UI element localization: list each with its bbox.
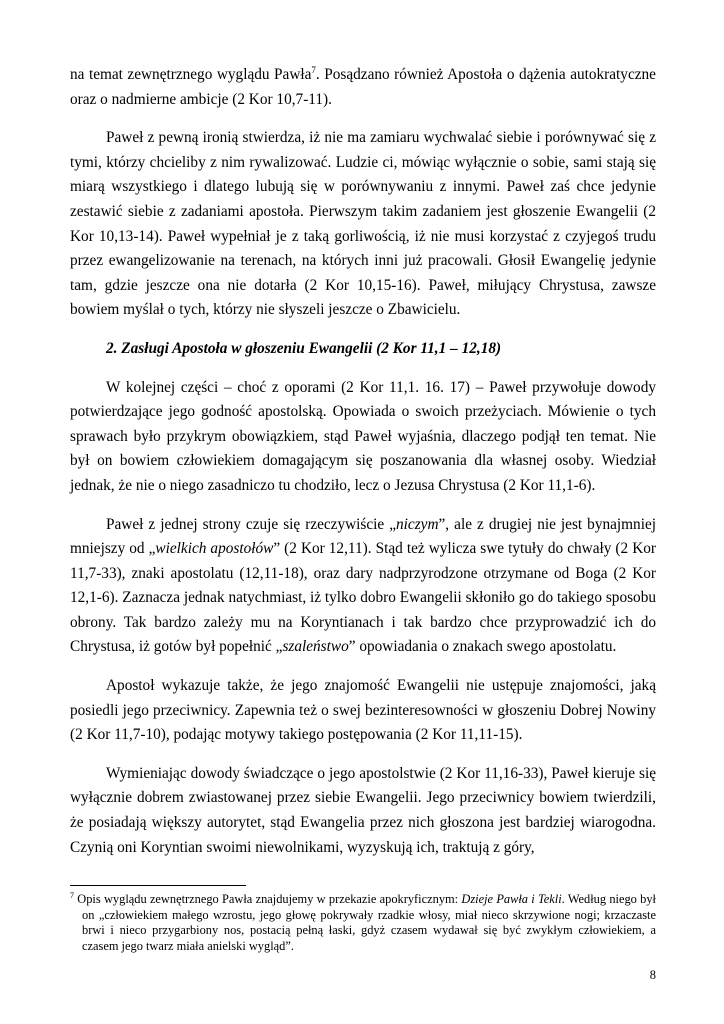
text-run: Opis wyglądu zewnętrznego Pawła znajdujemy w przekazie apokryficznym: (74, 892, 462, 906)
text-run: ” opowiadania o znakach swego apostolatu. (348, 638, 617, 656)
paragraph-1 (70, 63, 656, 112)
italic-text: wielkich apostołów (155, 540, 274, 558)
text-run: ”, ale z drugiej nie jest bynajmniej mniejszy od „ (70, 515, 656, 558)
text-run: na temat zewnętrznego wyglądu Pawła (70, 66, 312, 83)
italic-text: niczym (396, 515, 439, 533)
section-heading: 2. Zasługi Apostoła w głoszeniu Ewangelii (2 Kor 11,1 – 12,18) (106, 339, 502, 357)
body-text (70, 63, 656, 860)
footnote-ref: 7 (70, 890, 74, 900)
text-run: ” (2 Kor 12,11). Stąd też wylicza swe tytuły do chwały (2 Kor 11,7-33), znaki apostolatu (12,11-18), oraz dary nadprzyrodzone otrzymane od Boga (2 Kor 12,1-6). Zaznacza jednak natychmiast, iż tylko dobro Ewangelii skłoniło go do takiego sposobu obrony. Tak bardzo zależy mu na Koryntianach i tak bardzo chce przyprowadzić ich do Chrystusa, iż gotów był popełnić „ (70, 540, 656, 656)
text-run: Wymieniając dowody świadczące o jego apostolstwie (2 Kor 11,16-33), Paweł kieruje się wyłącznie dobrem zwiastowanej przez siebie Ewangelii. Jego przeciwnicy bowiem twierdzili, że posiadają większy autorytet, stąd Ewangelia przez nich głoszona jest bardziej wiarogodna. Czynią oni Koryntian swoimi niewolnikami, wyzyskują ich, traktują z góry, (70, 764, 656, 856)
footnote-separator (70, 885, 246, 886)
paragraph-5 (70, 674, 656, 748)
italic-text: Dzieje Pawła i Tekli (461, 892, 562, 906)
paragraph-2 (70, 126, 656, 323)
text-run: Paweł z jednej strony czuje się rzeczywiście „ (106, 515, 397, 533)
text-run: W kolejnej części – choć z oporami (2 Kor 11,1. 16. 17) – Paweł przywołuje dowody potwierdzające jego godność apostolską. Opowiada o swoich przeżyciach. Mówienie o tych sprawach było przykrym obowiązkiem, stąd Paweł wyjaśnia, dlaczego podjął ten temat. Nie był on bowiem człowiekiem domagającym się poszanowania dla własnej osoby. Wiedział jednak, że nie o niego zasadniczo tu chodziło, lecz o Jezusa Chrystusa (2 Kor 11,1-6). (70, 378, 656, 494)
footnote (70, 892, 656, 954)
text-run: . Posądzano również Apostoła o dążenia autokratyczne oraz o nadmierne ambicje (2 Kor 10,7-11). (70, 66, 656, 108)
paragraph-3 (70, 376, 656, 499)
text-run: . Według niego był on „człowiekiem małego wzrostu, jego głowę pokrywały rzadkie włosy, miał nieco skrzywione nogi; krzaczaste brwi i nieco przygarbiony nos, postacią pełną łaski, gdyż czasem wydawał się być zwykłym człowiekiem, a czasem jego twarz miała anielski wygląd”. (82, 892, 656, 953)
text-run: Apostoł wykazuje także, że jego znajomość Ewangelii nie ustępuje znajomości, jaką posiedli jego przeciwnicy. Zapewnia też o swej bezinteresowności w głoszeniu Dobrej Nowiny (2 Kor 11,7-10), podając motywy takiego postępowania (2 Kor 11,11-15). (70, 677, 656, 744)
paragraph-4 (70, 513, 656, 661)
paragraph-6 (70, 762, 656, 860)
page-number: 8 (649, 968, 656, 982)
footnote-ref: 7 (311, 64, 316, 75)
text-run: Paweł z pewną ironią stwierdza, iż nie ma zamiaru wychwalać siebie i porównywać się z tymi, którzy chcieliby z nim rywalizować. Ludzie ci, mówiąc wyłącznie o sobie, sami stają się miarą wszystkiego i dlatego lubują się w porównywaniu z innymi. Paweł zaś chce jedynie zestawić siebie z zadaniami apostoła. Pierwszym takim zadaniem jest głoszenie Ewangelii (2 Kor 10,13-14). Paweł wypełniał je z taką gorliwością, iż nie musi korzystać z czyjegoś trudu przez ewangelizowanie na terenach, na których inni już pracowali. Głosił Ewangelię jedynie tam, gdzie jeszcze ona nie dotarła (2 Kor 10,15-16). Paweł, miłujący Chrystusa, zawsze bowiem myślał o tych, którzy nie słyszeli jeszcze o Zbawicielu. (70, 129, 656, 319)
italic-text: szaleństwo (282, 638, 349, 656)
